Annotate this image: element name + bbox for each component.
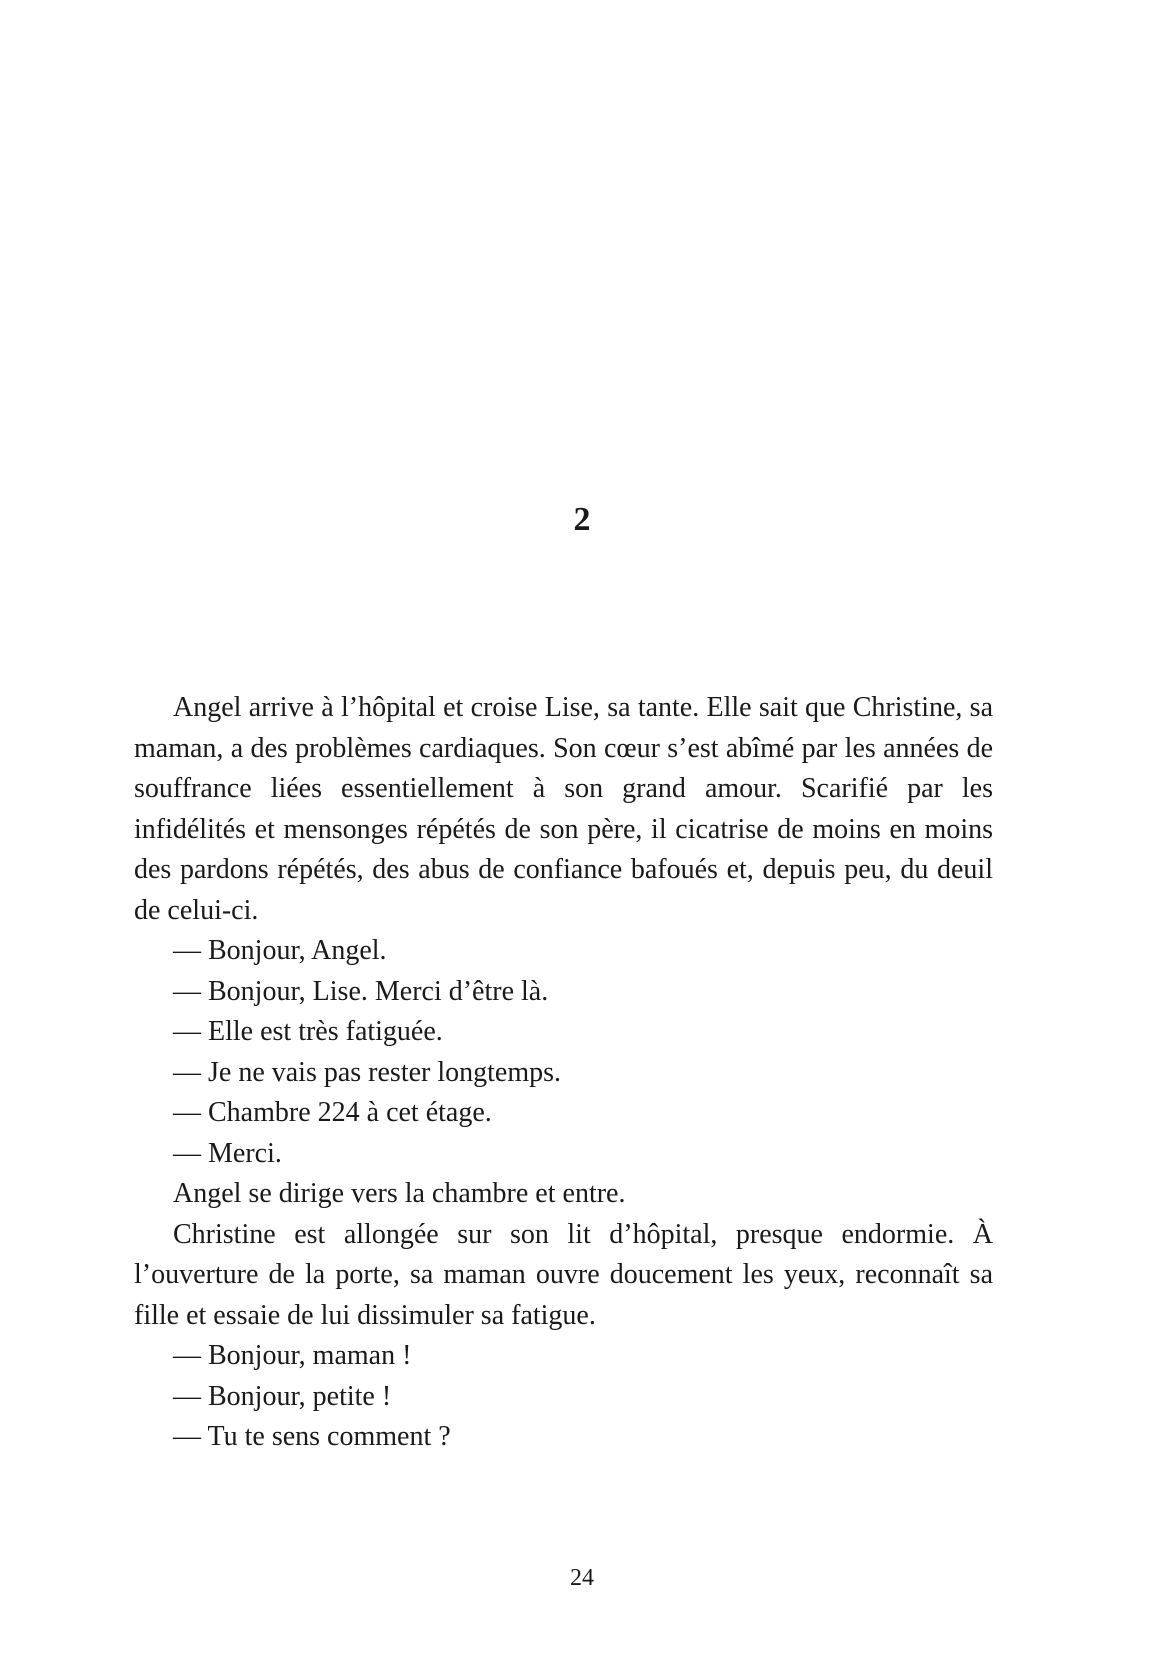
dialogue-line: — Merci. — [173, 1137, 282, 1169]
chapter-number: 2 — [573, 501, 591, 538]
dialogue-line: — Tu te sens comment ? — [173, 1421, 451, 1452]
narration-line: Angel se dirige vers la chambre et entre. — [173, 1178, 626, 1209]
dialogue-line: — Chambre 224 à cet étage. — [173, 1097, 492, 1128]
dialogue-line: — Je ne vais pas rester longtemps. — [173, 1056, 562, 1088]
page-number: 24 — [570, 1565, 594, 1591]
dialogue-line: — Bonjour, petite ! — [173, 1380, 392, 1412]
dialogue-line: — Elle est très fatiguée. — [173, 1016, 443, 1047]
dialogue-line: — Bonjour, maman ! — [173, 1340, 412, 1371]
paragraph: Angel arrive à l’hôpital et croise Lise, sa tante. Elle sait que Christine, sa maman, a des problèmes cardiaques. Son cœur s’est abîmé par les années de souffrance liées essentiellement à son grand amour. Scarifié par les infidélités et mensonges répétés de son père, il cicatrise de moins en moins des pardons répétés, des abus de confiance bafoués et, depuis peu, du deuil de celui-ci. — [134, 692, 993, 926]
dialogue-line: — Bonjour, Lise. Merci d’être là. — [173, 975, 549, 1007]
paragraph: Christine est allongée sur son lit d’hôpital, presque endormie. À l’ouverture de la porte, sa maman ouvre doucement les yeux, reconnaît sa fille et essaie de lui dissimuler sa fatigue. — [134, 1218, 993, 1331]
dialogue-line: — Bonjour, Angel. — [173, 935, 387, 966]
chapter-body — [134, 688, 993, 1458]
